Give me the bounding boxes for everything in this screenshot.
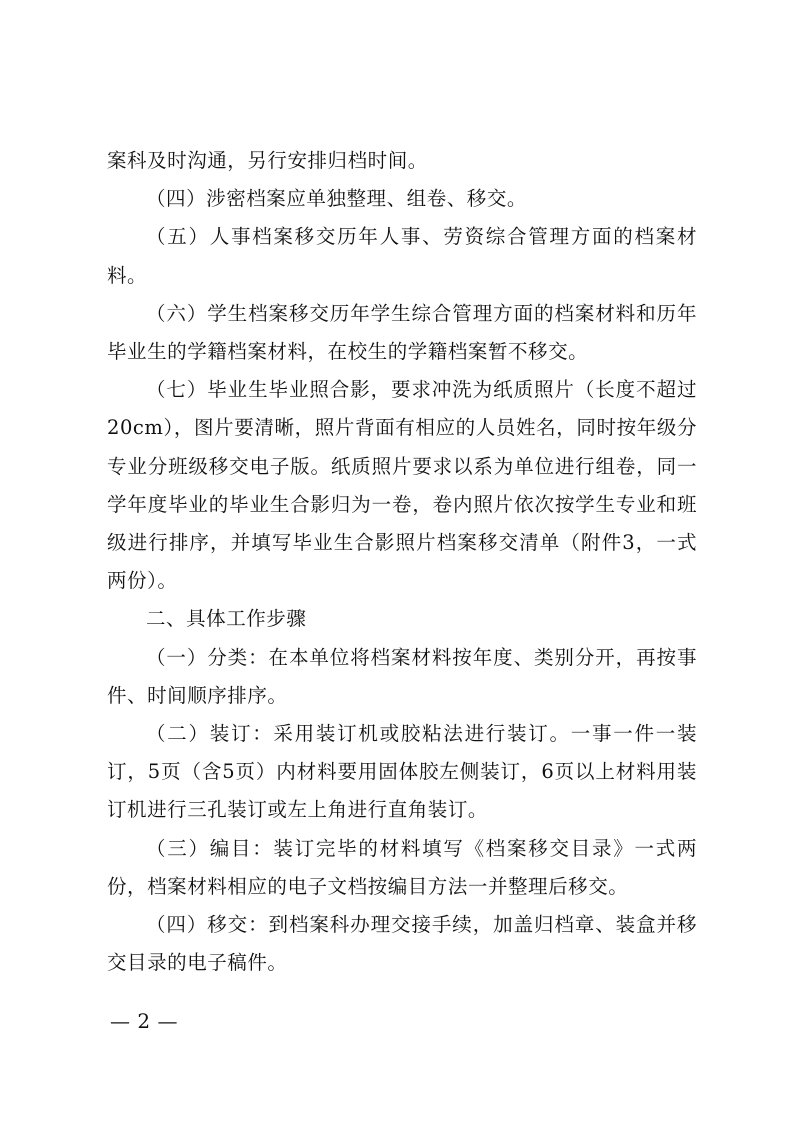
paragraph-binding: （二）装订：采用装订机或胶粘法进行装订。一事一件一装订，5页（含5页）内材料要用固体胶左侧装订，6页以上材料用装订机进行三孔装订或左上角进行直角装订。: [107, 722, 697, 822]
page-number: — 2 —: [110, 1009, 178, 1033]
paragraph-graduation-photos: （七）毕业生毕业照合影，要求冲洗为纸质照片（长度不超过20cm），图片要清晰，照片背面有相应的人员姓名，同时按年级分专业分班级移交电子版。纸质照片要求以系为单位进行组卷，同一学年度毕业的毕业生合影归为一卷，卷内照片依次按学生专业和班级进行排序，并填写毕业生合影照片档案移交清单（附件3，一式两份）。: [107, 378, 697, 593]
paragraph-student-archives: （六）学生档案移交历年学生综合管理方面的档案材料和历年毕业生的学籍档案材料，在校生的学籍档案暂不移交。: [107, 301, 697, 364]
paragraph-classified-archives: （四）涉密档案应单独整理、组卷、移交。: [146, 187, 527, 211]
section-heading-work-steps: 二、具体工作步骤: [146, 607, 307, 631]
paragraph-personnel-archives: （五）人事档案移交历年人事、劳资综合管理方面的档案材料。: [107, 225, 697, 287]
paragraph-cataloging: （三）编目：装订完毕的材料填写《档案移交目录》一式两份，档案材料相应的电子文档按编目方法一并整理后移交。: [107, 836, 697, 898]
paragraph-transfer: （四）移交：到档案科办理交接手续，加盖归档章、装盒并移交目录的电子稿件。: [107, 913, 697, 975]
document-body: [107, 142, 697, 982]
paragraph-archive-time: 案科及时沟通，另行安排归档时间。: [107, 149, 428, 172]
paragraph-classification: （一）分类：在本单位将档案材料按年度、类别分开，再按事件、时间顺序排序。: [107, 645, 697, 707]
